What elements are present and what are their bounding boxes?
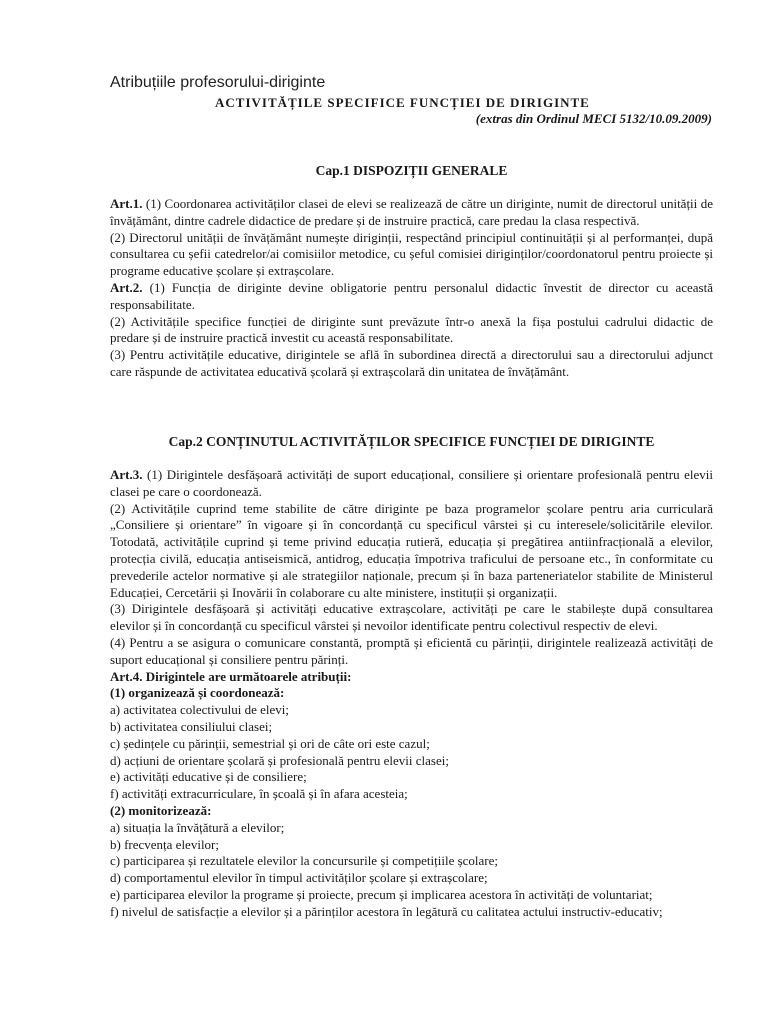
paragraph	[110, 347, 713, 381]
chapter-2-title: Cap.2 CONȚINUTUL ACTIVITĂȚILOR SPECIFICE FUNCȚIEI DE DIRIGINTE	[168, 434, 655, 449]
paragraph-text: (2) Directorul unității de învățământ numește diriginții, respectând principiul continuității și al performanței, după consultarea cu șefii catedrelor/ai comisiilor metodice, cu șeful comisiei diriginților/coordonatorul pentru proiecte și programe educative școlare și extrașcolare.	[110, 229, 713, 279]
list-item: a) activitatea colectivului de elevi;	[110, 702, 290, 718]
paragraph	[110, 196, 713, 230]
paragraph	[110, 467, 713, 501]
list-item: f) nivelul de satisfacție a elevilor și a părinților acestora în legătură cu calitatea actului instructiv-educativ;	[110, 903, 663, 919]
paragraph	[110, 501, 713, 602]
chapter-1-title: Cap.1 DISPOZIȚII GENERALE	[315, 163, 508, 178]
paragraph	[110, 280, 713, 314]
list-item: f) activități extracurriculare, în școală și în afara acesteia;	[110, 786, 408, 802]
paragraph	[110, 635, 713, 669]
paragraph	[110, 230, 713, 280]
list-item: e) activități educative și de consiliere;	[110, 769, 307, 785]
paragraph	[110, 314, 713, 348]
list-item: a) situația la învățătură a elevilor;	[110, 819, 285, 835]
list-item: d) acțiuni de orientare școlară și profesională pentru elevii clasei;	[110, 752, 449, 768]
document-title: ACTIVITĂȚILE SPECIFICE FUNCȚIEI DE DIRIGINTE	[215, 95, 590, 110]
article-label: Art.3.	[110, 467, 143, 482]
paragraph	[110, 601, 713, 635]
article-4-title: Art.4. Dirigintele are următoarele atribuții:	[110, 668, 352, 684]
paragraph-text: (4) Pentru a se asigura o comunicare constantă, promptă și eficientă cu părinții, dirigintele realizează activități de suport educațional și consiliere pentru părinți.	[110, 634, 713, 667]
document-heading: Atribuțiile profesorului-diriginte	[110, 74, 326, 91]
list-item: b) frecvența elevilor;	[110, 836, 219, 852]
list-item: b) activitatea consiliului clasei;	[110, 718, 273, 734]
paragraph-text: (1) Coordonarea activităților clasei de elevi se realizează de către un diriginte, numit de directorul unității de învățământ, dintre cadrele didactice de predare și de instruire practică, care predau la clasa respectivă.	[110, 196, 713, 228]
paragraph-text: (3) Dirigintele desfășoară și activități educative extrașcolare, activități pe care le stabilește după consultarea elevilor și în concordanță cu specificul vârstei și nevoilor identificate pentru colectivul respectiv de elevi.	[110, 601, 713, 634]
document-source: (extras din Ordinul MECI 5132/10.09.2009)	[475, 111, 712, 126]
paragraph-text: (1) Dirigintele desfășoară activități de suport educațional, consiliere și orientare profesională pentru elevii clasei pe care o coordonează.	[110, 467, 713, 499]
list-item: d) comportamentul elevilor în timpul activităților școlare și extrașcolare;	[110, 870, 488, 886]
chapter-2-body	[110, 467, 713, 921]
paragraph-text: (1) Funcția de diriginte devine obligatorie pentru personalul didactic învestit de director cu această responsabilitate.	[110, 279, 713, 312]
section-1-title: (1) organizează și coordonează:	[110, 685, 285, 701]
list-item: c) participarea și rezultatele elevilor la concursurile și competițiile școlare;	[110, 853, 499, 869]
paragraph-text: (3) Pentru activitățile educative, dirigintele se află în subordinea directă a directorului sau a directorului adjunct care răspunde de activitatea educativă școlară și extrașcolară din unitatea de învățământ.	[110, 347, 713, 379]
article-label: Art.2.	[110, 279, 143, 295]
chapter-1-body	[110, 196, 713, 381]
list-item: e) participarea elevilor la programe și proiecte, precum și implicarea acestora în activități de voluntariat;	[110, 886, 653, 902]
article-label: Art.1.	[110, 196, 143, 211]
paragraph-text: (2) Activitățile specifice funcției de diriginte sunt prevăzute într-o anexă la fișa postului cadrului didactic de predare și de instruire practică investit cu această responsabilitate.	[110, 313, 713, 346]
section-2-title: (2) monitorizează:	[110, 802, 212, 818]
list-item: c) ședințele cu părinții, semestrial și ori de câte ori este cazul;	[110, 735, 430, 751]
paragraph-text: (2) Activitățile cuprind teme stabilite de către diriginte pe baza programelor școlare pentru aria curriculară „Consiliere și orientare” în vigoare și în concordanță cu specificul vârstei și cu interesele/solicitările elevilor. Totodată, activitățile cuprind și teme privind educația rutieră, educația și pregătirea antiinfracțională a elevilor, protecția civilă, educația antiseismică, antidrog, educația împotriva traficului de persoane etc., în conformitate cu prevederile actelor normative și ale strategiilor naționale, precum și în baza parteneriatelor stabilite de Ministerul Educației, Cercetării și Inovării în colaborare cu alte ministere, instituții și organizații.	[110, 500, 713, 600]
